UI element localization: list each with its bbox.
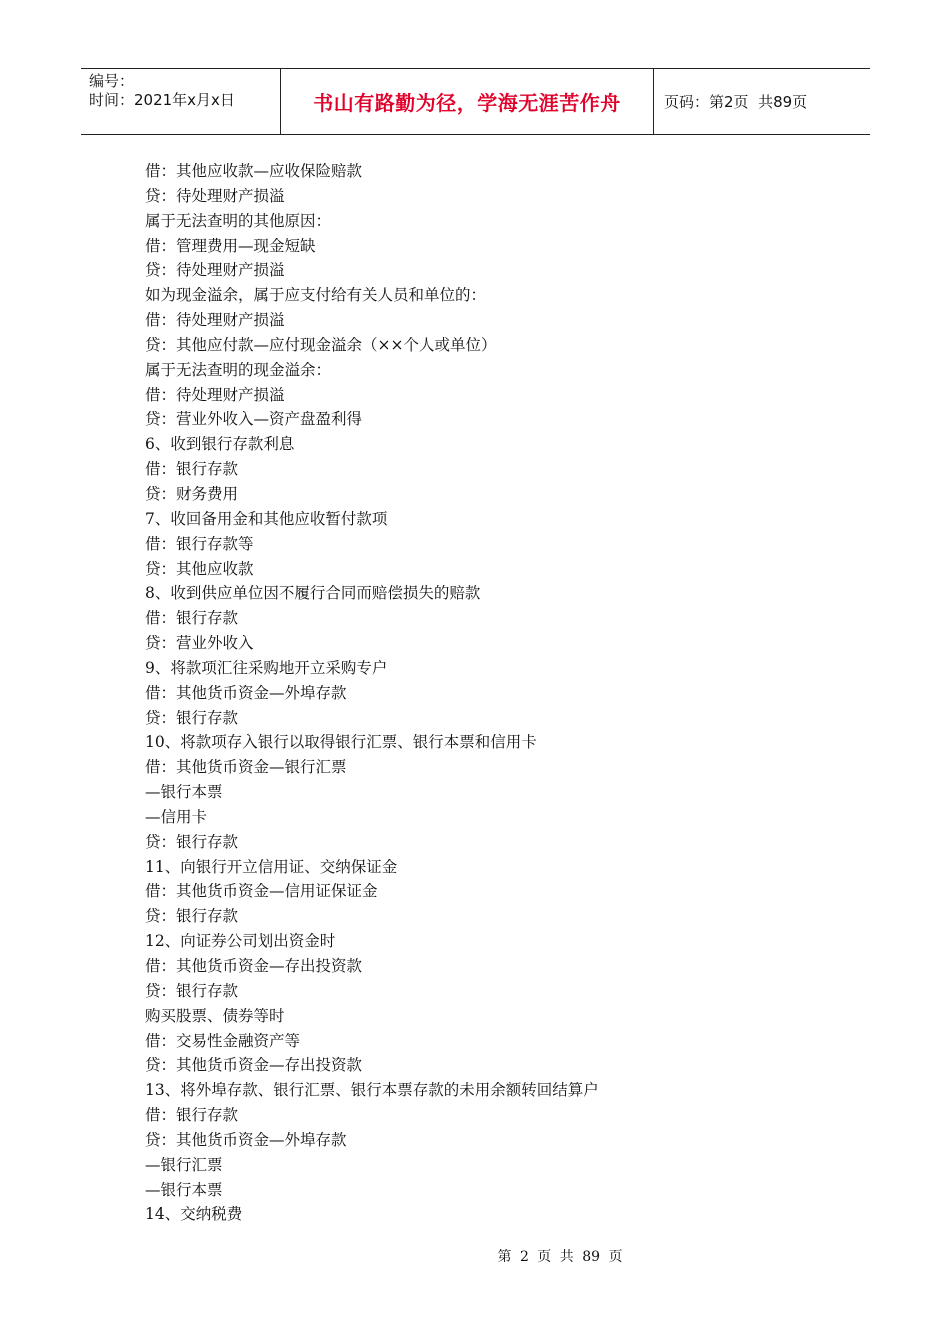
text-line: 借：银行存款等 — [145, 534, 254, 553]
text-line: 借：银行存款 — [145, 609, 239, 628]
text-line: 贷：银行存款 — [145, 832, 239, 851]
text-line: 借：待处理财产损溢 — [145, 311, 285, 330]
text-line: 如为现金溢余，属于应支付给有关人员和单位的： — [145, 286, 487, 305]
page-header — [81, 68, 870, 135]
text-line: 贷：银行存款 — [145, 981, 239, 1000]
text-line: 借：其他货币资金—存出投资款 — [145, 957, 363, 975]
text-line: —银行汇票 — [145, 1155, 223, 1174]
text-line: 借：其他货币资金—信用证保证金 — [145, 882, 378, 901]
text-line: 11、向银行开立信用证、交纳保证金 — [145, 857, 398, 876]
text-line: 14、交纳税费 — [145, 1205, 243, 1224]
text-line: 借：其他应收款—应收保险赔款 — [145, 162, 363, 180]
text-line: 购买股票、债券等时 — [145, 1006, 285, 1025]
text-line: 贷：其他应收款 — [145, 559, 254, 578]
text-line: 贷：其他应付款—应付现金溢余（××个人或单位） — [145, 335, 497, 354]
header-meta — [81, 69, 281, 134]
text-line: 10、将款项存入银行以取得银行汇票、银行本票和信用卡 — [145, 733, 537, 752]
text-line: 贷：财务费用 — [145, 484, 239, 503]
text-line: —银行本票 — [145, 783, 223, 802]
text-line: 贷：待处理财产损溢 — [145, 261, 285, 280]
document-body — [145, 159, 845, 1227]
text-line: 7、收回备用金和其他应收暂付款项 — [145, 509, 388, 528]
page-footer: 第 2 页 共 89 页 — [497, 1249, 623, 1265]
text-line: 借：交易性金融资产等 — [145, 1031, 301, 1050]
text-line: 借：银行存款 — [145, 1106, 239, 1125]
text-line: 12、向证券公司划出资金时 — [145, 932, 336, 951]
text-line: 贷：其他货币资金—外埠存款 — [145, 1130, 347, 1149]
text-line: 贷：待处理财产损溢 — [145, 186, 285, 205]
text-line: 6、收到银行存款利息 — [145, 435, 295, 454]
text-line: 贷：银行存款 — [145, 708, 239, 727]
header-page-info — [654, 69, 870, 134]
text-line: 借：其他货币资金—银行汇票 — [145, 758, 347, 777]
text-line: 借：其他货币资金—外埠存款 — [145, 683, 347, 702]
header-page-label: 页码：第2页 共89页 — [664, 93, 808, 111]
text-line: 贷：营业外收入—资产盘盈利得 — [145, 410, 363, 429]
text-line: 9、将款项汇往采购地开立采购专户 — [145, 658, 388, 677]
text-line: 13、将外埠存款、银行汇票、银行本票存款的未用余额转回结算户 — [145, 1081, 599, 1100]
text-line: 属于无法查明的其他原因： — [145, 211, 332, 230]
text-line: —银行本票 — [145, 1180, 223, 1199]
text-line: 贷：营业外收入 — [145, 634, 254, 653]
text-line: —信用卡 — [145, 807, 208, 826]
header-motto: 书山有路勤为径，学海无涯苦作舟 — [281, 69, 654, 134]
text-line: 借：待处理财产损溢 — [145, 385, 285, 404]
text-line: 8、收到供应单位因不履行合同而赔偿损失的赔款 — [145, 584, 481, 603]
text-line: 借：管理费用—现金短缺 — [145, 236, 316, 255]
date-label: 时间：2021年x月x日 — [89, 91, 235, 109]
text-line: 贷：其他货币资金—存出投资款 — [145, 1056, 363, 1075]
text-line: 属于无法查明的现金溢余： — [145, 360, 332, 379]
number-label: 编号： — [89, 72, 135, 90]
text-line: 贷：银行存款 — [145, 907, 239, 926]
text-line: 借：银行存款 — [145, 460, 239, 479]
